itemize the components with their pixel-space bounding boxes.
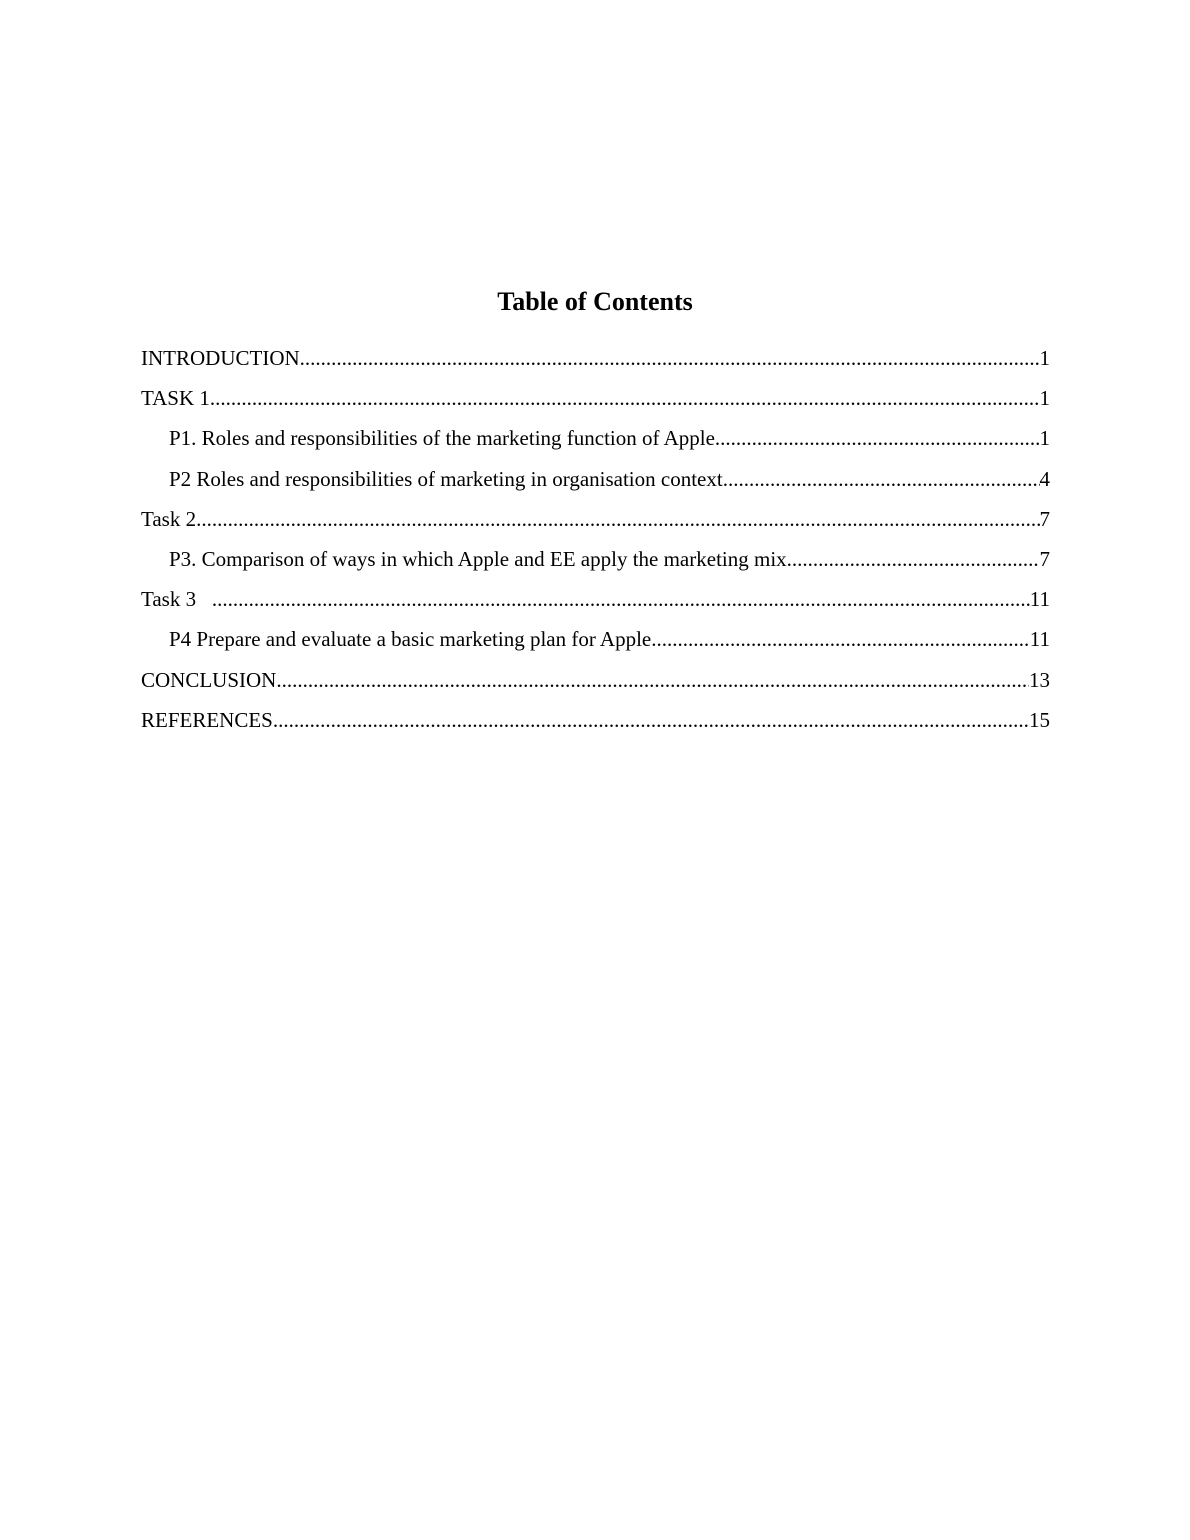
toc-entry-p2[interactable]: [141, 463, 1050, 503]
toc-entry-p3[interactable]: [141, 543, 1050, 583]
toc-page-number: 11: [1029, 587, 1050, 612]
toc-entry-text: P1. Roles and responsibilities of the marketing function of Apple: [169, 426, 715, 451]
toc-entry-text: P4 Prepare and evaluate a basic marketing plan for Apple: [169, 627, 652, 652]
toc-entry-text: REFERENCES: [141, 707, 273, 732]
toc-page-number: 1: [1039, 386, 1050, 411]
toc-page-number: 1: [1039, 426, 1050, 451]
toc-dot-leader: [273, 704, 1029, 736]
toc-page-number: 1: [1039, 346, 1050, 370]
toc-entry-p4[interactable]: [141, 623, 1050, 663]
toc-dot-leader: [196, 503, 1039, 535]
toc-page-number: 13: [1029, 667, 1050, 692]
toc-entry-p1[interactable]: [141, 422, 1050, 462]
toc-entry-task-1[interactable]: [141, 382, 1050, 422]
toc-entry-text: TASK 1: [141, 386, 210, 411]
toc-dot-leader: [723, 463, 1040, 495]
toc-list: [141, 342, 1050, 744]
toc-entry-text: Task 2: [141, 506, 197, 531]
toc-entry-task-3[interactable]: [141, 583, 1050, 623]
toc-page-number: 11: [1029, 627, 1050, 652]
toc-entry-text: CONCLUSION: [141, 667, 277, 692]
toc-page-number: 15: [1029, 707, 1050, 732]
toc-dot-leader: [300, 342, 1040, 374]
toc-page-number: 4: [1039, 466, 1050, 491]
toc-dot-leader: [715, 422, 1040, 454]
toc-dot-leader: [651, 623, 1030, 655]
toc-entry-text: P2 Roles and responsibilities of marketing in organisation context: [169, 466, 723, 491]
toc-title: Table of Contents: [497, 287, 693, 316]
toc-page-number: 7: [1039, 546, 1050, 571]
toc-dot-leader: [276, 664, 1029, 696]
toc-entry-introduction[interactable]: [141, 342, 1050, 382]
toc-dot-leader: [787, 543, 1040, 575]
toc-entry-text: INTRODUCTION: [141, 346, 300, 370]
toc-entry-references[interactable]: [141, 704, 1050, 744]
toc-page-number: 7: [1039, 506, 1050, 531]
toc-dot-leader: [210, 382, 1040, 414]
toc-entry-text: P3. Comparison of ways in which Apple and EE apply the marketing mix: [169, 546, 787, 571]
toc-entry-conclusion[interactable]: [141, 664, 1050, 704]
toc-entry-text: Task 3: [141, 587, 212, 612]
toc-entry-task-2[interactable]: [141, 503, 1050, 543]
toc-dot-leader: [212, 583, 1030, 615]
